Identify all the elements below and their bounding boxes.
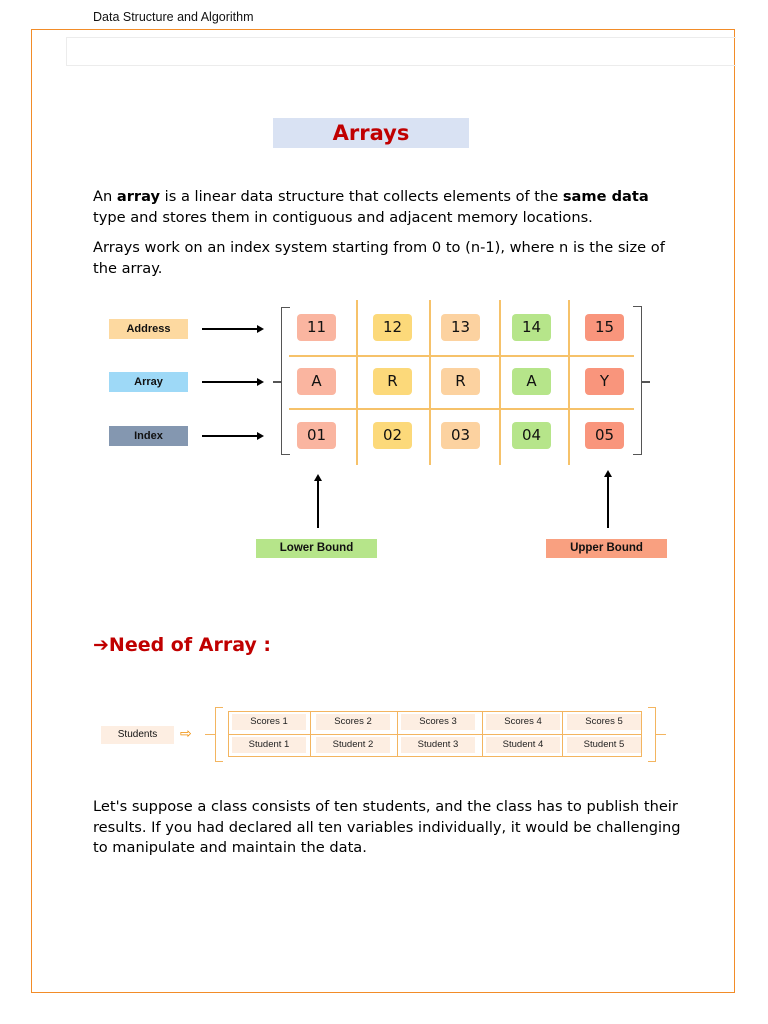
grid-divider (289, 408, 634, 410)
left-bracket-tick (273, 381, 281, 383)
array-cell: 03 (441, 422, 480, 449)
table-divider (562, 712, 563, 756)
address-label: Address (109, 319, 188, 339)
lower-bound-arrow-head (314, 474, 322, 481)
array-cell: A (512, 368, 551, 395)
intro-paragraph-1: An array is a linear data structure that collects elements of the same data type and stores them in contiguous and adjacent memory locations. (93, 188, 649, 226)
upper-bound-label: Upper Bound (546, 539, 667, 558)
upper-bound-arrow-line (607, 476, 609, 528)
array-arrow-head (257, 378, 264, 386)
document-header: Data Structure and Algorithm (93, 10, 254, 24)
array-cell: 02 (373, 422, 412, 449)
scores-cell: Scores 2 (316, 714, 390, 730)
table-divider (229, 734, 641, 735)
right-arrow-icon: ➔ (93, 634, 109, 656)
right-bracket-tick (642, 381, 650, 383)
array-cell: R (373, 368, 412, 395)
array-cell: 13 (441, 314, 480, 341)
student-cell: Student 3 (401, 737, 475, 753)
bracket-tick (656, 734, 666, 735)
right-bracket (633, 306, 642, 455)
scores-cell: Scores 4 (486, 714, 560, 730)
array-cell: 14 (512, 314, 551, 341)
grid-divider (499, 300, 501, 465)
need-of-array-heading: ➔Need of Array : (93, 634, 272, 656)
index-label: Index (109, 426, 188, 446)
header-strip (66, 37, 736, 66)
scores-cell: Scores 3 (401, 714, 475, 730)
students-label: Students (101, 726, 174, 744)
grid-divider (568, 300, 570, 465)
index-arrow-head (257, 432, 264, 440)
students-left-bracket (215, 707, 223, 762)
array-arrow-line (202, 381, 258, 383)
student-cell: Student 2 (316, 737, 390, 753)
index-arrow-line (202, 435, 258, 437)
array-cell: 11 (297, 314, 336, 341)
array-cell: Y (585, 368, 624, 395)
array-cell: 15 (585, 314, 624, 341)
page-title: Arrays (332, 121, 410, 145)
bracket-tick (205, 734, 215, 735)
address-arrow-head (257, 325, 264, 333)
grid-divider (289, 355, 634, 357)
array-cell: 04 (512, 422, 551, 449)
array-cell: A (297, 368, 336, 395)
students-right-bracket (648, 707, 656, 762)
array-cell: 05 (585, 422, 624, 449)
table-divider (482, 712, 483, 756)
array-cell: 01 (297, 422, 336, 449)
table-divider (397, 712, 398, 756)
intro-paragraph-2: Arrays work on an index system starting from 0 to (n-1), where n is the size of the array. (93, 239, 665, 277)
student-cell: Student 4 (486, 737, 560, 753)
table-divider (310, 712, 311, 756)
array-label: Array (109, 372, 188, 392)
grid-divider (356, 300, 358, 465)
conclusion-paragraph: Let's suppose a class consists of ten students, and the class has to publish their results. If you had declared all ten variables individually, it would be challenging to manipulate and maintain the data. (93, 798, 681, 856)
array-cell: 12 (373, 314, 412, 341)
grid-divider (429, 300, 431, 465)
left-bracket (281, 307, 290, 455)
scores-cell: Scores 5 (567, 714, 641, 730)
student-cell: Student 1 (232, 737, 306, 753)
address-arrow-line (202, 328, 258, 330)
array-cell: R (441, 368, 480, 395)
student-cell: Student 5 (567, 737, 641, 753)
upper-bound-arrow-head (604, 470, 612, 477)
lower-bound-arrow-line (317, 480, 319, 528)
scores-cell: Scores 1 (232, 714, 306, 730)
double-arrow-icon: ⇨ (180, 726, 192, 742)
lower-bound-label: Lower Bound (256, 539, 377, 558)
